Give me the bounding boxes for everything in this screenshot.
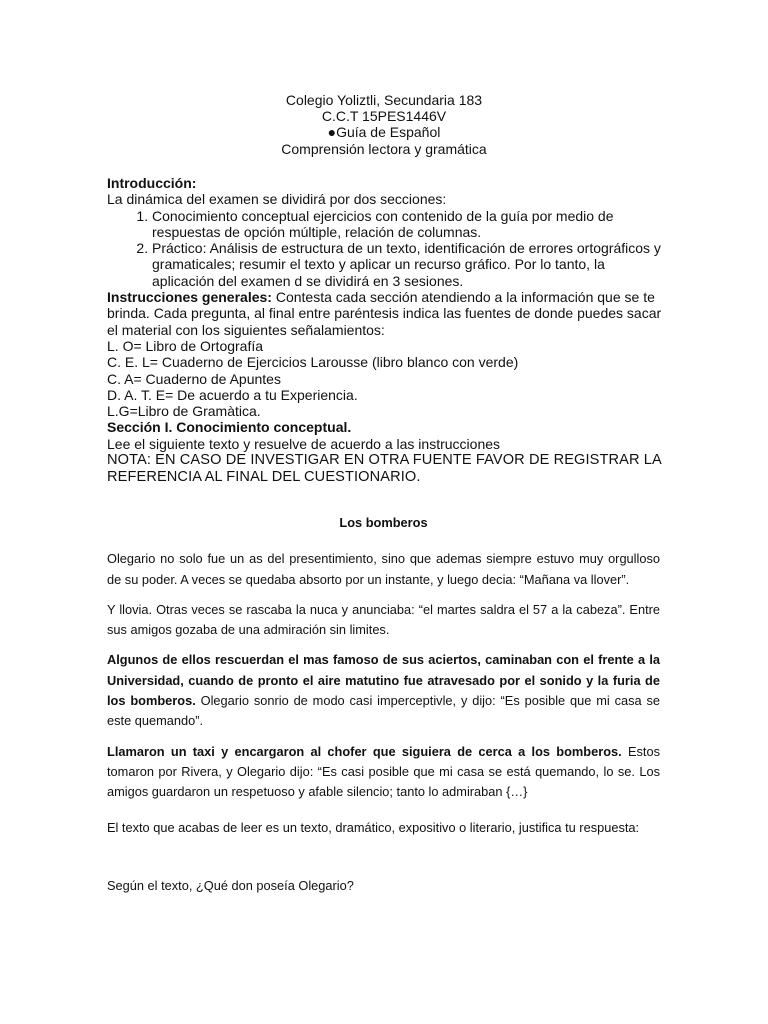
introduction-section [107, 175, 667, 486]
question-2: Según el texto, ¿Qué don poseía Olegario? [107, 878, 354, 893]
school-name: Colegio Yoliztli, Secundaria 183 [285, 92, 483, 108]
story-bold-text: Algunos de ellos rescuerdan el mas famoso de sus aciertos, caminaban con el frente a la Universidad, cuando de pronto el aire matutino fue atravesado por el sonido y la furia de los bomberos. [107, 652, 660, 709]
story-section [107, 513, 660, 813]
story-title: Los bomberos [339, 515, 428, 530]
instructions-text: Contesta cada sección atendiendo a la información que se te brinda. Cada pregunta, al final entre paréntesis indica las fuentes de donde puedes sacar el material con los siguientes señalamientos: [107, 289, 662, 338]
source-item: L. O= Libro de Ortografía [107, 337, 264, 354]
section-title: Sección I. Conocimiento conceptual. [107, 419, 352, 436]
school-code: C.C.T 15PES1446V [321, 108, 447, 125]
general-instructions [107, 289, 667, 338]
story-paragraph [107, 650, 660, 731]
story-bold-text: Llamaron un taxi y encargaron al chofer que siguiera de cerca a los bomberos. [107, 743, 622, 759]
story-text: Estos tomaron por Rivera, y Olegario dijo: “Es casi posible que mi casa se está quemando, lo se. Los amigos guardaron un respetuoso y afable silencio; tanto lo admiraban {…} [107, 743, 661, 800]
document-header [0, 92, 768, 157]
instructions-label: Instrucciones generales: [107, 289, 272, 306]
question-1: El texto que acabas de leer es un texto, dramático, expositivo o literario, justifica tu respuesta: [107, 820, 640, 835]
guide-subtitle: Comprensión lectora y gramática [281, 140, 487, 157]
sections-list [107, 208, 667, 289]
note-text: NOTA: EN CASO DE INVESTIGAR EN OTRA FUENTE FAVOR DE REGISTRAR LA REFERENCIA AL FINAL DEL CUESTIONARIO. [107, 452, 662, 486]
section-lead: Lee el siguiente texto y resuelve de acuerdo a las instrucciones [107, 435, 501, 452]
source-item: C. E. L= Cuaderno de Ejercicios Larousse (libro blanco con verde) [107, 354, 519, 371]
guide-title: ●Guía de Español [327, 124, 441, 141]
source-item: C. A= Cuaderno de Apuntes [107, 370, 281, 387]
intro-lead: La dinámica del examen se dividirá por dos secciones: [107, 191, 447, 208]
story-paragraph: Y llovia. Otras veces se rascaba la nuca y anunciaba: “el martes saldra el 57 a la cabeza”. Entre sus amigos gozaba de una admiración sin limites. [107, 601, 660, 638]
story-paragraph: Olegario no solo fue un as del presentimiento, sino que ademas siempre estuvo muy orgulloso de su poder. A veces se quedaba absorto por un instante, y luego decia: “Mañana va llover”. [107, 551, 660, 587]
list-item: 2. Práctico: Análisis de estructura de un texto, identificación de errores ortográficos y gramaticales; resumir el texto y aplicar un recurso gráfico. Por lo tanto, la aplicación del examen d se dividirá en 3 sesiones. [152, 240, 667, 289]
source-item: L.G=Libro de Gramàtica. [107, 403, 261, 420]
story-text: Olegario sonrio de modo casi imperceptivle, y dijo: “Es posible que mi casa se este quemando”. [107, 693, 660, 729]
list-item: 1. Conocimiento conceptual ejercicios con contenido de la guía por medio de respuestas de opción múltiple, relación de columnas. [152, 208, 667, 241]
source-item: D. A. T. E= De acuerdo a tu Experiencia. [107, 386, 358, 403]
intro-heading: Introducción: [107, 175, 197, 191]
story-paragraph [107, 742, 660, 803]
